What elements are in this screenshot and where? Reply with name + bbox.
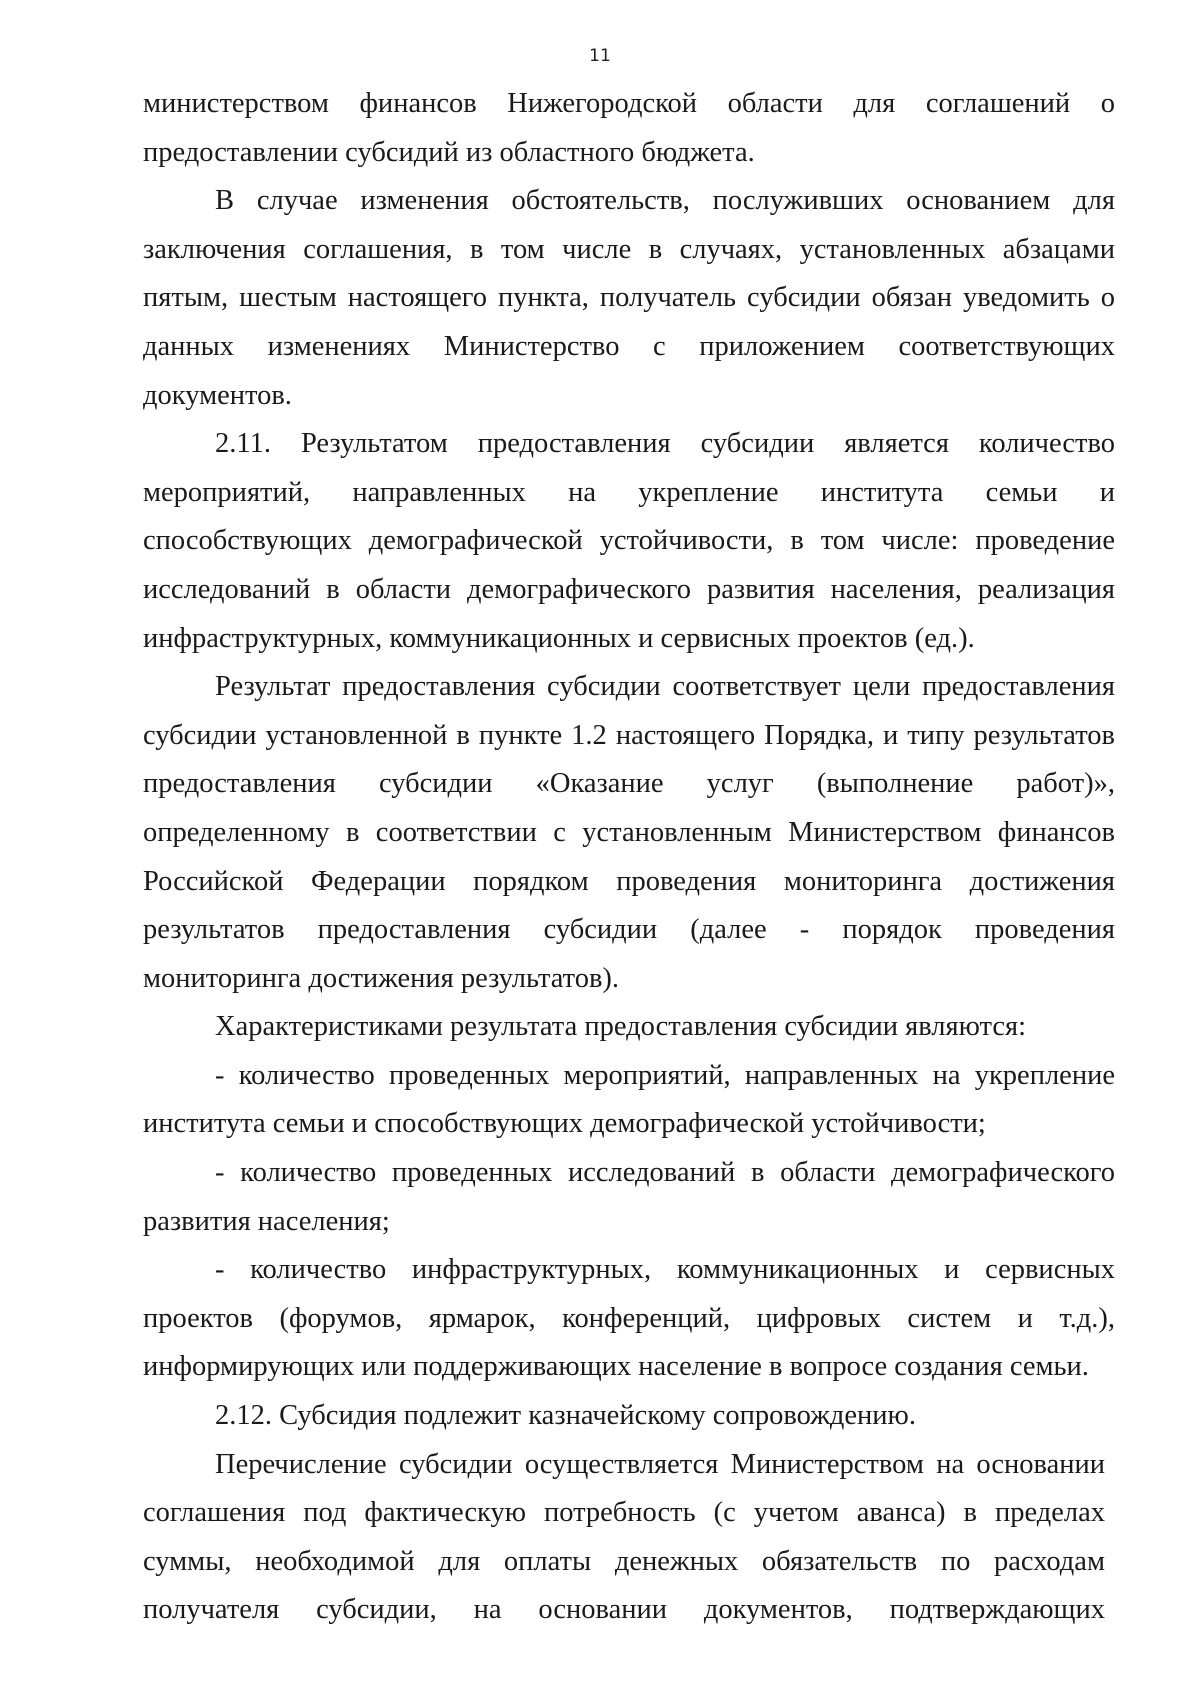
paragraph-characteristics-heading: Характеристиками результата предоставления субсидии являются: [215, 1011, 1026, 1043]
paragraph-result-correspondence: Результат предоставления субсидии соответствует цели предоставления субсидии установленной в пункте 1.2 настоящего Порядка, и типу результатов предоставления субсидии «Оказание услуг (выполнение работ)», определенному в соответствии с установленным Министерством финансов Российской Федерации порядком проведения мониторинга достижения результатов предоставления субсидии (далее - порядок проведения мониторинга достижения результатов). [143, 671, 1115, 994]
list-item-events-count: - количество проведенных мероприятий, направленных на укрепление института семьи и способствующих демографической устойчивости; [143, 1059, 1115, 1140]
page-number: 11 [589, 46, 611, 66]
paragraph-circumstances-change: В случае изменения обстоятельств, послуживших основанием для заключения соглашения, в том числе в случаях, установленных абзацами пятым, шестым настоящего пункта, получатель субсидии обязан уведомить о данных изменениях Министерство с приложением соответствующих документов. [143, 185, 1115, 411]
paragraph-2-12-treasury: 2.12. Субсидия подлежит казначейскому сопровождению. [215, 1400, 916, 1432]
document-body [143, 80, 1115, 1635]
paragraph-transfer: Перечисление субсидии осуществляется Министерством на основании соглашения под фактическую потребность (с учетом аванса) в пределах суммы, необходимой для оплаты денежных обязательств по расходам получателя субсидии, на основании документов, подтверждающих [143, 1448, 1105, 1626]
paragraph-2-11-result: 2.11. Результатом предоставления субсидии является количество мероприятий, направленных на укрепление института семьи и способствующих демографической устойчивости, в том числе: проведение исследований в области демографического развития населения, реализация инфраструктурных, коммуникационных и сервисных проектов (ед.). [143, 428, 1115, 654]
list-item-projects-count: - количество инфраструктурных, коммуникационных и сервисных проектов (форумов, ярмарок, конференций, цифровых систем и т.д.), информирующих или поддерживающих население в вопросе создания семьи. [143, 1254, 1115, 1383]
list-item-research-count: - количество проведенных исследований в области демографического развития населения; [143, 1157, 1115, 1237]
paragraph-continuation: министерством финансов Нижегородской области для соглашений о предоставлении субсидий из областного бюджета. [143, 88, 1115, 168]
